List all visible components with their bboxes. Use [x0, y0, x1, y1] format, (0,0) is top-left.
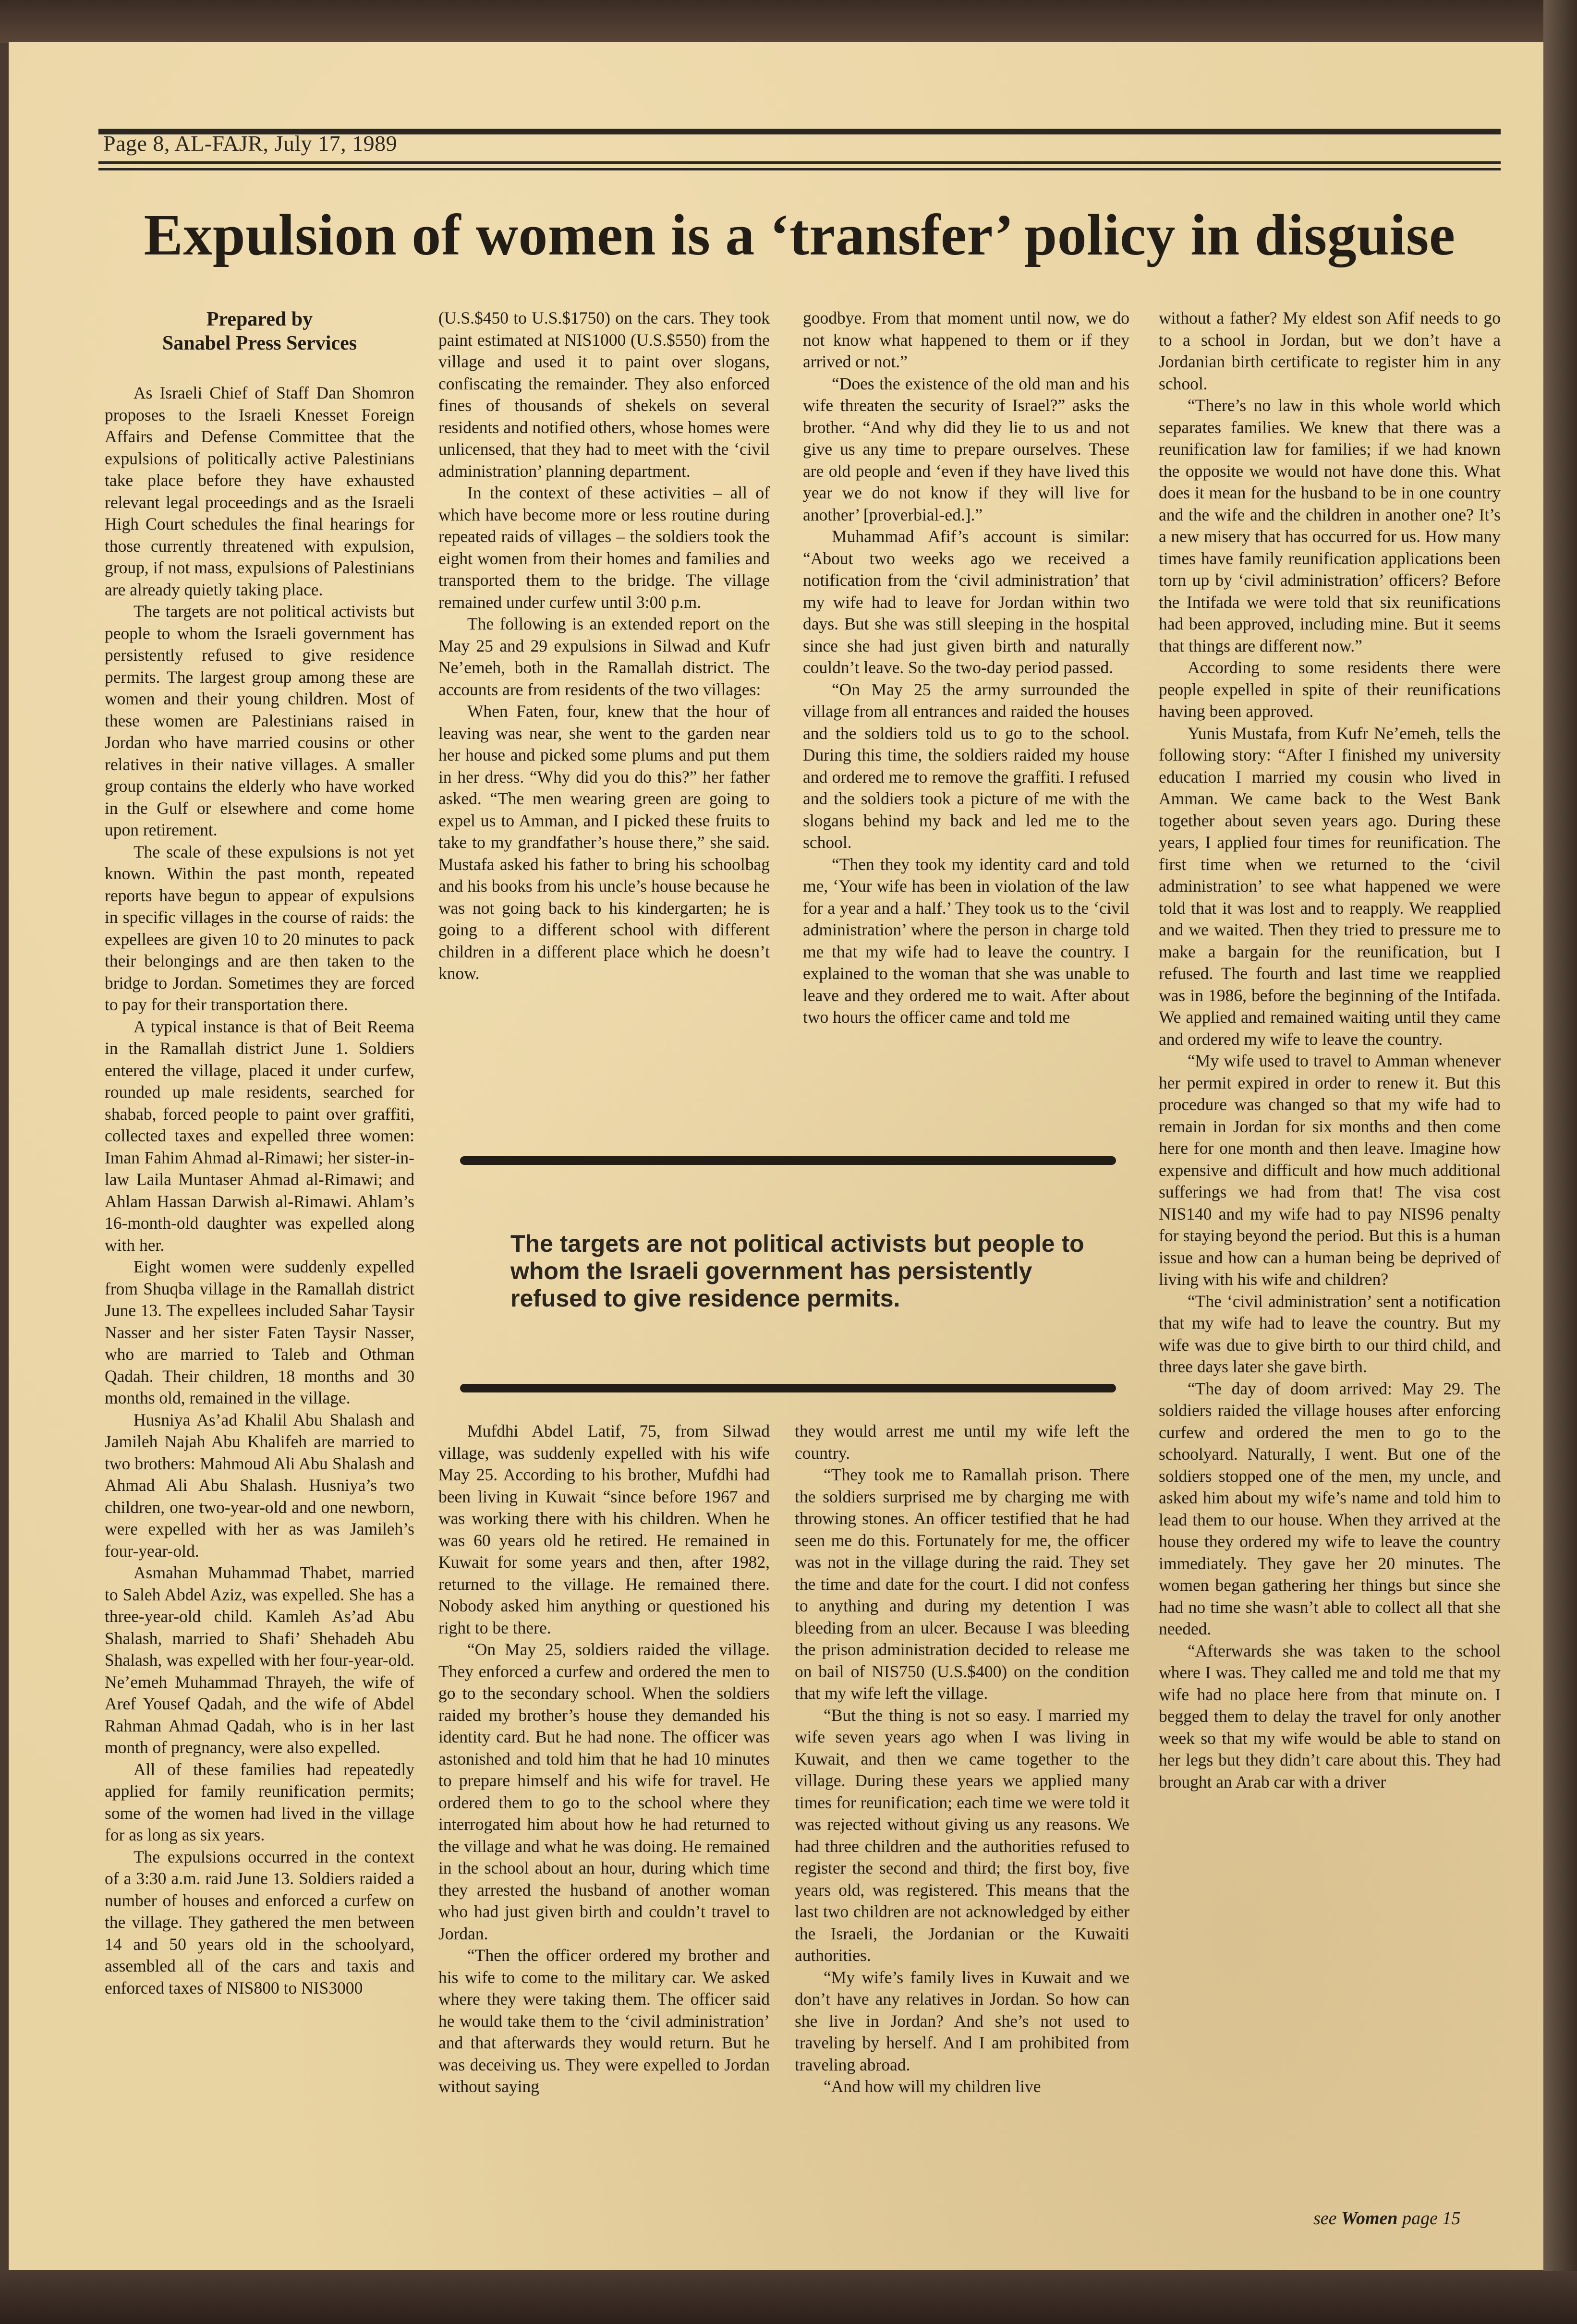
folio-rule-bottom [98, 161, 1501, 164]
paragraph: Husniya As’ad Khalil Abu Shalash and Jamileh Najah Abu Khalifeh are married to two brothers: Mahmoud Ali Abu Shalash and Ahmad Ali Abu Shalash. Husniya’s two children, one two-year-old and one newborn, were expelled with her as was Jamileh’s four-year-old. [105, 1410, 414, 1561]
pull-quote: The targets are not political activists but people to whom the Israeli government has persistently refused to give residence permits. [510, 1230, 1084, 1312]
paragraph: “Does the existence of the old man and his wife threaten the security of Israel?” asks the brother. “And why did they lie to us and not give us any time to prepare ourselves. These are old people and ‘even if they have lived this year we do not know if they will live for another’ [proverbial-ed.].” [803, 374, 1129, 524]
article-column-3-lower [795, 1420, 1129, 2098]
scan-background-right [1543, 0, 1577, 2324]
folio-rule-bottom-2 [98, 168, 1501, 170]
paragraph: “Then they took my identity card and told me, ‘Your wife has been in violation of the law for a year and a half.’ They took us to the ‘civil administration’ where the person in charge told me that my wife had to leave the country. I explained to the woman that she was unable to leave and they ordered me to wait. After about two hours the officer came and told me [803, 854, 1129, 1027]
paragraph: “And how will my children live [824, 2077, 1041, 2096]
article-column-1 [105, 302, 414, 1999]
paragraph: “The ‘civil administration’ sent a notification that my wife had to leave the country. But my wife was due to give birth to our third child, and three days later she gave birth. [1159, 1291, 1501, 1376]
paragraph: All of these families had repeatedly applied for family reunification permits; some of the women had lived in the village for as long as six years. [105, 1759, 414, 1844]
paragraph: “Then the officer ordered my brother and his wife to come to the military car. We asked where they were taking them. The officer said he would take them to the ‘civil administration’ and that afterwards they would return. But he was deceiving us. They were expelled to Jordan without saying [438, 1946, 770, 2096]
jump-prefix: see [1313, 2208, 1337, 2228]
paragraph: “My wife’s family lives in Kuwait and we don’t have any relatives in Jordan. So how can she live in Jordan? And she’s not used to traveling by herself. And I am prohibited from traveling abroad. [795, 1967, 1129, 2074]
paragraph: Mufdhi Abdel Latif, 75, from Silwad village, was suddenly expelled with his wife May 25. According to his brother, Mufdhi had been living in Kuwait “since before 1967 and was working there with his children. When he was 60 years old he retired. He remained in Kuwait for some years and then, after 1982, returned to the village. He remained there. Nobody asked him anything or questioned his right to be there. [438, 1421, 770, 1637]
scan-background-bottom [0, 2271, 1577, 2324]
paragraph: Muhammad Afif’s account is similar: “About two weeks ago we received a notification from the ‘civil administration’ that my wife had to leave for Jordan within two days. But she was still sleeping in the hospital since she had just given birth and naturally couldn’t leave. So the two-day period passed. [803, 527, 1129, 677]
paragraph: “My wife used to travel to Amman whenever her permit expired in order to renew it. But this procedure was changed so that my wife had to remain in Jordan for six months and then come here for one month and then leave. Imagine how expensive and difficult and how much additional sufferings we had from that! The visa cost NIS140 and my wife had to pay NIS96 penalty for staying beyond the period. But this is a human issue and how can a human being be deprived of living with his wife and children? [1159, 1051, 1501, 1289]
paragraph: According to some residents there were people expelled in spite of their reunifications having been approved. [1159, 658, 1501, 721]
jump-page: page 15 [1402, 2208, 1461, 2228]
paragraph: A typical instance is that of Beit Reema in the Ramallah district June 1. Soldiers entered the village, placed it under curfew, rounded up male residents, searched for shabab, forced people to paint over graffiti, collected taxes and expelled three women: Iman Fahim Ahmad al-Rimawi; her sister-in-law Laila Muntaser Ahmad al-Rimawi; and Ahlam Hassan Darwish al-Rimawi. Ahlam’s 16-month-old daughter was expelled along with her. [105, 1017, 414, 1255]
pull-quote-rule-top [460, 1156, 1116, 1165]
paragraph: The expulsions occurred in the context of a 3:30 a.m. raid June 13. Soldiers raided a number of houses and enforced a curfew on the village. They gathered the men between 14 and 50 years old in the schoolyard, assembled all of the cars and taxis and enforced taxes of NIS800 to NIS3000 [105, 1847, 414, 1997]
byline [105, 307, 414, 355]
byline-label: Prepared by [206, 308, 313, 330]
continued-on-line [1313, 2208, 1460, 2229]
paragraph: The targets are not political activists but people to whom the Israeli government has persistently refused to give residence permits. The largest group among these are women and their young children. Most of these women are Palestinians raised in Jordan who have married cousins or other relatives in their native villages. A smaller group contains the elderly who have worked in the Gulf or elsewhere and come home upon retirement. [105, 602, 414, 839]
paragraph: The scale of these expulsions is not yet known. Within the past month, repeated reports have begun to appear of expulsions in specific villages in the course of raids: the expellees are given 10 to 20 minutes to pack their belongings and are then taken to the bridge to Jordan. Sometimes they are forced to pay for their transportation there. [105, 842, 414, 1014]
paragraph: they would arrest me until my wife left the country. [795, 1421, 1129, 1463]
jump-keyword: Women [1341, 2208, 1398, 2228]
article-column-2-lower [438, 1420, 770, 2098]
article-column-3 [803, 307, 1129, 1029]
article-column-2 [438, 307, 770, 985]
headline: Expulsion of women is a ‘transfer’ policy in disguise [144, 203, 1456, 267]
pull-quote-rule-bottom [460, 1384, 1116, 1392]
paragraph: goodbye. From that moment until now, we do not know what happened to them or if they arrived or not.” [803, 308, 1129, 371]
paragraph: When Faten, four, knew that the hour of leaving was near, she went to the garden near her house and picked some plums and put them in her dress. “Why did you do this?” her father asked. “The men wearing green are going to expel us to Amman, and I picked these fruits to take to my grandfather’s house there,” she said. Mustafa asked his father to bring his schoolbag and his books from his uncle’s house because he was not going back to his kindergarten; he is going to a different school with different children in a different place which he doesn’t know. [438, 702, 770, 983]
paragraph: “But the thing is not so easy. I married my wife seven years ago when I was living in Kuwait, and then we came together to the village. During these years we applied many times for reunification; each time we were told it was rejected without giving us any reasons. We had three children and the authorities refused to register the second and third; the first boy, five years old, was registered. This means that the last two children are not acknowledged by either the Israeli, the Jordanian or the Kuwaiti authorities. [795, 1705, 1129, 1965]
paragraph: The following is an extended report on the May 25 and 29 expulsions in Silwad and Kufr Ne’emeh, both in the Ramallah district. The accounts are from residents of the two villages: [438, 614, 770, 699]
scan-background-top [0, 0, 1577, 43]
paragraph: Eight women were suddenly expelled from Shuqba village in the Ramallah district June 13. The expellees included Sahar Taysir Nasser and her sister Faten Taysir Nasser, who are married to Taleb and Othman Qadah. Their children, 18 months and 30 months old, remained in the village. [105, 1257, 414, 1407]
folio-line: Page 8, AL-FAJR, July 17, 1989 [103, 131, 398, 156]
paragraph: (U.S.$450 to U.S.$1750) on the cars. They took paint estimated at NIS1000 (U.S.$550) from the village and used it to paint over slogans, confiscating the remainder. They also enforced fines of thousands of shekels on several residents and notified others, whose homes were unlicensed, that they had to meet with the ‘civil administration’ planning department. [438, 308, 770, 481]
paragraph: without a father? My eldest son Afif needs to go to a school in Jordan, but we don’t have a Jordanian birth certificate to register him in any school. [1159, 308, 1501, 393]
paragraph: “They took me to Ramallah prison. There the soldiers surprised me by charging me with throwing stones. An officer testified that he had seen me do this. Fortunately for me, the officer was not in the village during the raid. They set the time and date for the court. I did not confess to anything and during my detention I was bleeding from an ulcer. Because I was bleeding the prison administration decided to release me on bail of NIS750 (U.S.$400) on the condition that my wife left the village. [795, 1465, 1129, 1703]
paragraph: Asmahan Muhammad Thabet, married to Saleh Abdel Aziz, was expelled. She has a three-year-old child. Kamleh As’ad Abu Shalash, married to Shafi’ Shehadeh Abu Shalash, was expelled with her four-year-old. Ne’emeh Muhammad Thrayeh, the wife of Aref Yousef Qadah, and the wife of Abdel Rahman Ahmad Qadah, who is in her last month of pregnancy, were also expelled. [105, 1563, 414, 1757]
paragraph: “The day of doom arrived: May 29. The soldiers raided the village houses after enforcing curfew and ordered the men to go to the schoolyard. Naturally, I went. But one of the soldiers stopped one of the men, my uncle, and asked him about my wife’s name and told him to lead them to our house. When they arrived at the house they ordered my wife to leave the country immediately. They gave her 20 minutes. The women began gathering her things but since she had no time she wasn’t able to collect all that she needed. [1159, 1379, 1501, 1638]
paragraph: “On May 25, soldiers raided the village. They enforced a curfew and ordered the men to go to the secondary school. When the soldiers raided my brother’s house they demanded his identity card. But he had none. The officer was astonished and told him that he had 10 minutes to prepare himself and his wife for travel. He ordered them to go to the school where they interrogated him about how he had returned to the village and what he was doing. He remained in the school about an hour, during which time they arrested the husband of another woman who had just given birth and couldn’t travel to Jordan. [438, 1640, 770, 1943]
paragraph: In the context of these activities – all of which have become more or less routine during repeated raids of villages – the soldiers took the eight women from their homes and families and transported them to the bridge. The village remained under curfew until 3:00 p.m. [438, 483, 770, 612]
article-column-4 [1159, 307, 1501, 1793]
paragraph: “On May 25 the army surrounded the village from all entrances and raided the houses and the soldiers told us to go to the school. During this time, the soldiers raided my house and ordered me to remove the graffiti. I refused and the soldiers took a picture of me with the slogans behind my back and led me to the school. [803, 679, 1129, 852]
byline-source: Sanabel Press Services [162, 332, 357, 354]
paragraph: “There’s no law in this whole world which separates families. We knew that there was a reunification law for families; if we had known the opposite we would not have done this. What does it mean for the husband to be in one country and the wife and the children in another one? It’s a new misery that has occurred for us. How many times have family reunification applications been torn up by ‘civil administration’ officers? Before the Intifada we were told that six reunifications had been approved, including mine. But it seems that things are different now.” [1159, 396, 1501, 655]
paragraph: “Afterwards she was taken to the school where I was. They called me and told me that my wife had no place here from that minute on. I begged them to delay the travel for only another week so that my wife would be able to stand on her legs but they didn’t care about this. They had brought an Arab car with a driver [1159, 1641, 1501, 1791]
paragraph: As Israeli Chief of Staff Dan Shomron proposes to the Israeli Knesset Foreign Affairs and Defense Committee that the expulsions of politically active Palestinians take place before they have exhausted relevant legal proceedings and as the Israeli High Court schedules the final hearings for those currently threatened with expulsion, group, if not mass, expulsions of Palestinians are already quietly taking place. [105, 383, 414, 599]
paragraph: Yunis Mustafa, from Kufr Ne’emeh, tells the following story: “After I finished my university education I married my cousin who lived in Amman. We came back to the West Bank together about seven years ago. During these years, I applied four times for reunification. The first time when we returned to the ‘civil administration’ to see what happened we were told that it was lost and to reapply. We reapplied and we waited. Then they tried to pressure me to make a bargain for the reunification, but I refused. The fourth and last time we reapplied was in 1986, before the beginning of the Intifada. We applied and remained waiting until they came and ordered my wife to leave the country. [1159, 723, 1501, 1049]
